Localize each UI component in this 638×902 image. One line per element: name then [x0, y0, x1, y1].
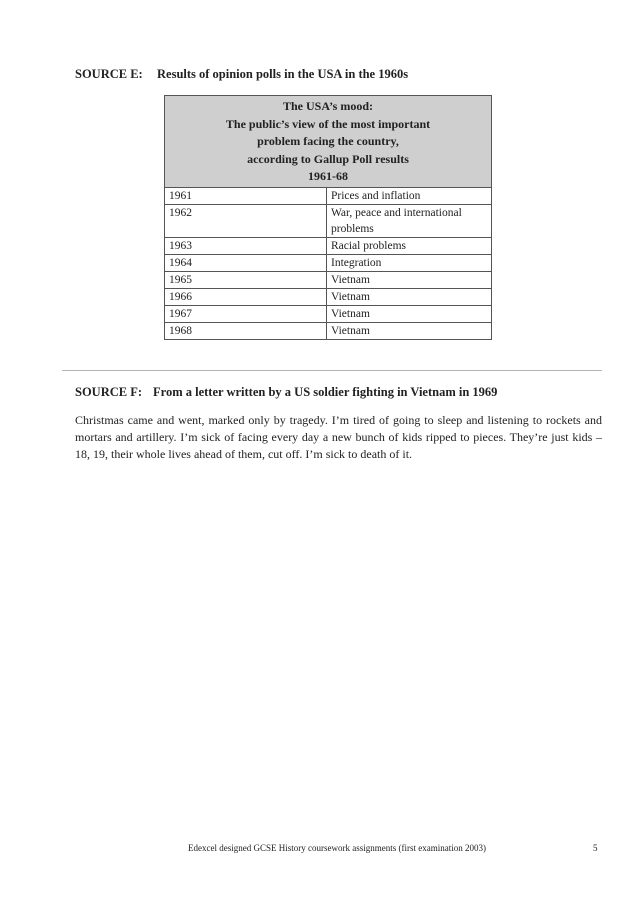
header-line: 1961-68 [308, 169, 348, 183]
source-f-title: From a letter written by a US soldier fighting in Vietnam in 1969 [153, 385, 498, 399]
header-line: The public’s view of the most important [225, 116, 431, 131]
table-row [165, 204, 492, 237]
gallup-poll-table [164, 95, 492, 340]
year-cell: 1962 [165, 204, 327, 237]
table-header-row [165, 96, 492, 188]
source-f-heading [75, 385, 497, 400]
year-cell: 1961 [165, 187, 327, 204]
issue-cell: Vietnam [326, 288, 491, 305]
issue-cell: Vietnam [326, 322, 491, 339]
issue-cell: Integration [326, 254, 491, 271]
source-e-label: SOURCE E: [75, 67, 143, 81]
source-e-title: Results of opinion polls in the USA in the 1960s [157, 67, 409, 81]
page-number: 5 [593, 843, 598, 853]
issue-cell: Vietnam [326, 271, 491, 288]
table-row [165, 254, 492, 271]
table-row [165, 187, 492, 204]
header-line: according to Gallup Poll results [247, 151, 409, 166]
year-cell: 1966 [165, 288, 327, 305]
year-cell: 1967 [165, 305, 327, 322]
issue-cell: Vietnam [326, 305, 491, 322]
issue-cell: Prices and inflation [326, 187, 491, 204]
source-f-label: SOURCE F: [75, 385, 143, 399]
year-cell: 1968 [165, 322, 327, 339]
soldier-letter-text: Christmas came and went, marked only by tragedy. I’m tired of going to sleep and listening to rockets and mortars and artillery. I’m sick of facing every day a new bunch of kids ripped to pieces. They’re just kids – 18, 19, their whole lives ahead of them, cut off. I’m sick to death of it. [75, 413, 602, 461]
section-divider [62, 370, 602, 371]
header-line: The USA’s mood: [282, 99, 373, 113]
table-row [165, 322, 492, 339]
table-row [165, 288, 492, 305]
issue-cell: War, peace and international problems [326, 204, 491, 237]
table-row [165, 305, 492, 322]
table-row [165, 271, 492, 288]
table-row [165, 237, 492, 254]
year-cell: 1964 [165, 254, 327, 271]
issue-cell: Racial problems [326, 237, 491, 254]
year-cell: 1963 [165, 237, 327, 254]
header-line: problem facing the country, [257, 134, 399, 148]
table-header [165, 96, 492, 188]
source-e-heading [75, 67, 408, 82]
year-cell: 1965 [165, 271, 327, 288]
footer-text: Edexcel designed GCSE History coursework assignments (first examination 2003) [188, 843, 486, 853]
